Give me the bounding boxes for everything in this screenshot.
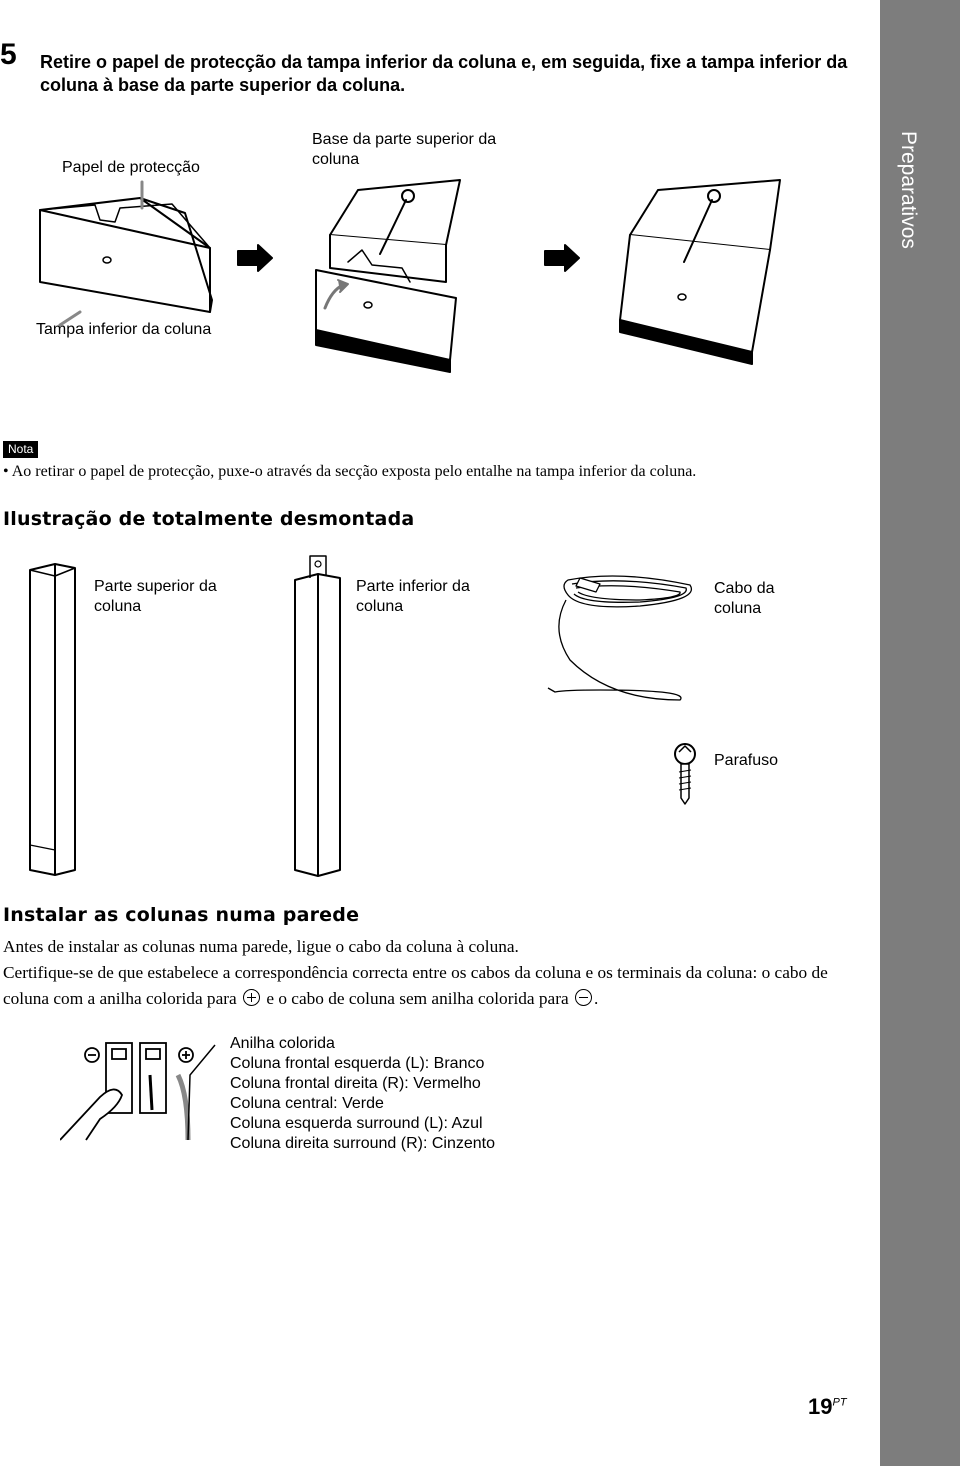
arrow-right-icon bbox=[238, 245, 272, 271]
label-top-part: Parte superior da coluna bbox=[94, 578, 217, 615]
paragraph-2-part-c: . bbox=[593, 989, 599, 1008]
page-number-suffix: PT bbox=[832, 1396, 847, 1409]
page-number bbox=[808, 1394, 847, 1420]
step-instruction: Retire o papel de protecção da tampa inferior da coluna e, em seguida, fixe a tampa inferior da coluna à base da parte superior da coluna. bbox=[40, 52, 848, 95]
wall-heading: Instalar as colunas numa parede bbox=[3, 904, 360, 926]
wall-paragraph-2 bbox=[3, 960, 863, 1012]
label-bottom-cover: Tampa inferior da coluna bbox=[36, 321, 212, 338]
page-number-value: 19 bbox=[808, 1394, 833, 1419]
bottom-cover-drawing bbox=[40, 182, 212, 325]
paragraph-2-part-b: e o cabo de coluna sem anilha colorida para bbox=[266, 989, 569, 1008]
speaker-with-cover-drawing bbox=[316, 180, 460, 372]
arrow-right-icon-2 bbox=[545, 245, 579, 271]
label-bottom-part: Parte inferior da coluna bbox=[356, 578, 470, 615]
label-protective-paper: Papel de protecção bbox=[62, 159, 200, 176]
speaker-bottom-part-drawing bbox=[295, 556, 340, 876]
legend-item: Coluna frontal direita (R): Vermelho bbox=[230, 1075, 481, 1092]
legend-item: Coluna direita surround (R): Cinzento bbox=[230, 1135, 496, 1152]
assembly-illustration bbox=[0, 0, 860, 430]
speaker-cable-drawing bbox=[548, 576, 691, 700]
terminal-illustration bbox=[60, 1035, 225, 1145]
legend-item: Coluna esquerda surround (L): Azul bbox=[230, 1115, 483, 1132]
label-top-base: Base da parte superior da coluna bbox=[312, 131, 497, 168]
paragraph-2-part-a: Certifique-se de que estabelece a correspondência correcta entre os cabos da coluna e os terminais da coluna: o cabo de coluna com a anilha colorida para bbox=[3, 963, 828, 1008]
legend-item: Coluna central: Verde bbox=[230, 1095, 384, 1112]
note-badge: Nota bbox=[3, 441, 38, 458]
screw-drawing bbox=[675, 744, 695, 804]
speaker-top-part-drawing bbox=[30, 564, 75, 875]
speaker-assembled-drawing bbox=[620, 180, 780, 364]
label-cable: Cabo da coluna bbox=[714, 580, 775, 617]
legend-title: Anilha colorida bbox=[230, 1035, 335, 1052]
note-text: • Ao retirar o papel de protecção, puxe-o através da secção exposta pelo entalhe na tampa inferior da coluna. bbox=[3, 463, 697, 480]
plus-terminal-icon bbox=[243, 989, 260, 1006]
wall-paragraph-1: Antes de instalar as colunas numa parede, ligue o cabo da coluna à coluna. bbox=[3, 937, 519, 956]
disassembled-heading: Ilustração de totalmente desmontada bbox=[3, 508, 415, 530]
minus-terminal-icon bbox=[575, 989, 592, 1006]
legend-item: Coluna frontal esquerda (L): Branco bbox=[230, 1055, 485, 1072]
side-tab-label: Preparativos bbox=[897, 131, 920, 249]
step-number: 5 bbox=[0, 38, 17, 71]
parts-illustration bbox=[0, 540, 860, 880]
label-screw: Parafuso bbox=[714, 752, 779, 769]
